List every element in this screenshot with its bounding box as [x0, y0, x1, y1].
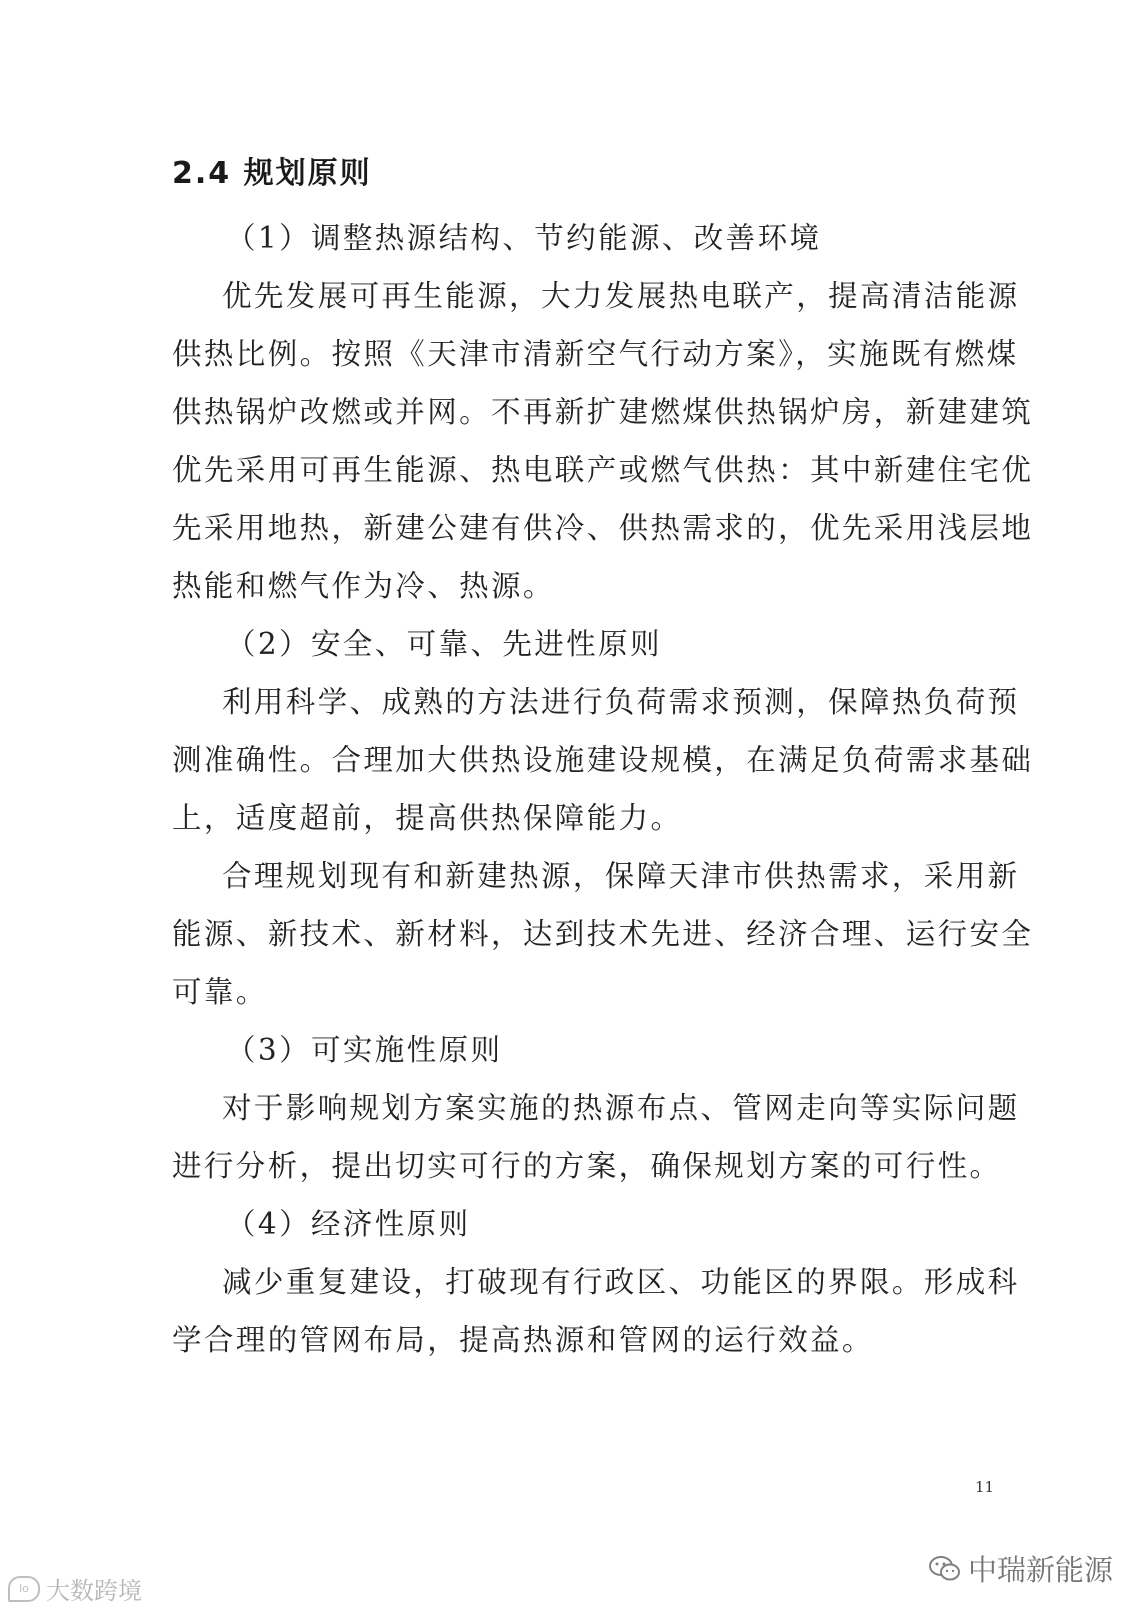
paragraph-line: 合理规划现有和新建热源，保障天津市供热需求，采用新 — [222, 859, 1020, 893]
watermark-left-text: 大数跨境 — [46, 1577, 142, 1605]
paragraph-line: 热能和燃气作为冷、热源。 — [172, 569, 555, 603]
subheading-2: （2）安全、可靠、先进性原则 — [226, 627, 662, 661]
section-heading: 2.4 规划原则 — [172, 156, 372, 191]
paragraph-line: 上，适度超前，提高供热保障能力。 — [172, 801, 683, 835]
paragraph-line: 减少重复建设，打破现有行政区、功能区的界限。形成科 — [222, 1265, 1020, 1299]
paragraph-line: 供热锅炉改燃或并网。不再新扩建燃煤供热锅炉房，新建建筑 — [172, 395, 1034, 429]
paragraph-line: 供热比例。按照《天津市清新空气行动方案》，实施既有燃煤 — [172, 337, 1019, 371]
wechat-icon — [928, 1554, 962, 1584]
paragraph-line: 学合理的管网布局，提高热源和管网的运行效益。 — [172, 1323, 874, 1357]
watermark-left — [8, 1571, 142, 1606]
paragraph-line: 利用科学、成熟的方法进行负荷需求预测，保障热负荷预 — [222, 685, 1020, 719]
paragraph-line: 先采用地热，新建公建有供冷、供热需求的，优先采用浅层地 — [172, 511, 1034, 545]
subheading-4: （4）经济性原则 — [226, 1207, 471, 1241]
page-number: 11 — [975, 1478, 995, 1496]
paragraph-line: 优先发展可再生能源，大力发展热电联产，提高清洁能源 — [222, 279, 1020, 313]
paragraph-line: 可靠。 — [172, 975, 268, 1009]
watermark-right-text: 中瑞新能源 — [968, 1553, 1114, 1587]
paragraph-line: 能源、新技术、新材料，达到技术先进、经济合理、运行安全 — [172, 917, 1034, 951]
subheading-3: （3）可实施性原则 — [226, 1033, 503, 1067]
paragraph-line: 测准确性。合理加大供热设施建设规模，在满足负荷需求基础 — [172, 743, 1034, 777]
watermark-logo-icon: lo — [8, 1576, 40, 1602]
paragraph-line: 对于影响规划方案实施的热源布点、管网走向等实际问题 — [222, 1091, 1020, 1125]
watermark-right — [928, 1548, 1113, 1589]
paragraph-line: 优先采用可再生能源、热电联产或燃气供热：其中新建住宅优 — [172, 453, 1034, 487]
subheading-1: （1）调整热源结构、节约能源、改善环境 — [226, 221, 822, 255]
paragraph-line: 进行分析，提出切实可行的方案，确保规划方案的可行性。 — [172, 1149, 1002, 1183]
